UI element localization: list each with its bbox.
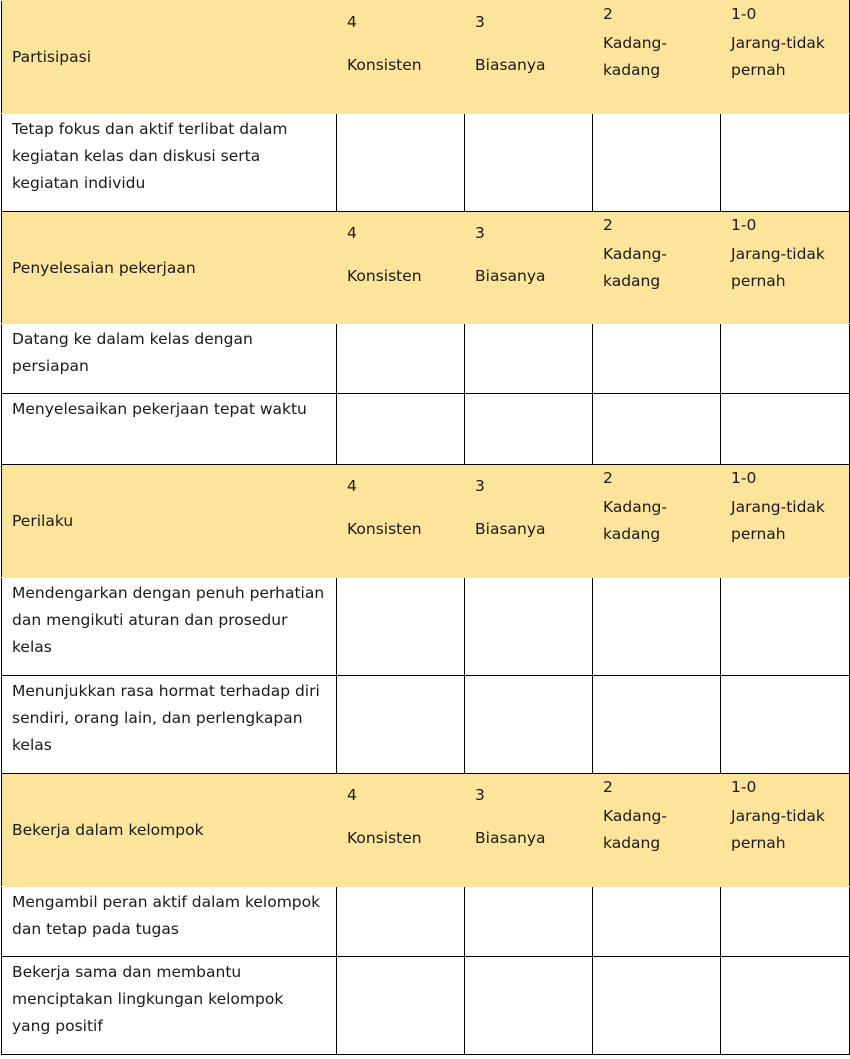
spacer — [347, 36, 454, 52]
section-title-cell — [2, 465, 337, 578]
score-cell[interactable] — [465, 394, 593, 465]
scale-label: Konsisten — [347, 56, 422, 74]
score-cell[interactable] — [337, 394, 465, 465]
criterion-cell — [2, 578, 337, 676]
score-cell[interactable] — [465, 887, 593, 957]
criterion-text: Tetap fokus dan aktif terlibat dalam kegiatan kelas dan diskusi serta kegiatan individu — [12, 120, 288, 192]
criterion-text: Menunjukkan rasa hormat terhadap diri sendiri, orang lain, dan perlengkapan kelas — [12, 682, 320, 754]
score-cell[interactable] — [465, 578, 593, 676]
criterion-row — [2, 887, 850, 957]
spacer — [347, 500, 454, 516]
section-title-cell — [2, 774, 337, 887]
criterion-cell — [2, 887, 337, 957]
spacer — [347, 809, 454, 825]
score-cell[interactable] — [593, 676, 721, 774]
score-cell[interactable] — [593, 394, 721, 465]
scale-label: Biasanya — [475, 267, 546, 285]
scale-label: Kadang- kadang — [603, 498, 667, 543]
section-title-cell — [2, 212, 337, 324]
scale-label: Jarang-tidak pernah — [731, 245, 825, 290]
section-title: Partisipasi — [12, 48, 92, 66]
scale-header-cell — [721, 465, 850, 578]
score-cell[interactable] — [465, 114, 593, 212]
scale-header-cell — [721, 774, 850, 887]
score-cell[interactable] — [721, 578, 850, 676]
scale-header-cell — [465, 774, 593, 887]
scale-label: Biasanya — [475, 56, 546, 74]
score-cell[interactable] — [721, 114, 850, 212]
scale-score: 4 — [347, 13, 357, 31]
scale-header-cell — [721, 212, 850, 324]
scale-score: 3 — [475, 477, 485, 495]
scale-label: Konsisten — [347, 829, 422, 847]
scale-score: 2 — [603, 5, 613, 23]
scale-label: Kadang- kadang — [603, 245, 667, 290]
criterion-cell — [2, 114, 337, 212]
scale-header-cell — [337, 212, 465, 324]
scale-label: Konsisten — [347, 520, 422, 538]
scale-score: 1-0 — [731, 778, 757, 796]
spacer — [475, 36, 582, 52]
scale-header-cell — [593, 1, 721, 114]
scale-label: Kadang- kadang — [603, 807, 667, 852]
scale-header-cell — [465, 1, 593, 114]
scale-label: Konsisten — [347, 267, 422, 285]
spacer — [475, 809, 582, 825]
scale-header-cell — [593, 212, 721, 324]
score-cell[interactable] — [721, 676, 850, 774]
section-header-row — [2, 212, 850, 324]
score-cell[interactable] — [593, 324, 721, 394]
scale-label: Jarang-tidak pernah — [731, 807, 825, 852]
section-header-row — [2, 774, 850, 887]
scale-label: Jarang-tidak pernah — [731, 498, 825, 543]
scale-header-cell — [593, 774, 721, 887]
score-cell[interactable] — [721, 887, 850, 957]
section-header-row — [2, 465, 850, 578]
score-cell[interactable] — [337, 578, 465, 676]
section-title: Penyelesaian pekerjaan — [12, 258, 196, 277]
scale-score: 4 — [347, 477, 357, 495]
criterion-row — [2, 578, 850, 676]
criterion-text: Bekerja sama dan membantu menciptakan lingkungan kelompok yang positif — [12, 963, 284, 1035]
scale-header-cell — [465, 212, 593, 324]
score-cell[interactable] — [593, 578, 721, 676]
score-cell[interactable] — [337, 324, 465, 394]
score-cell[interactable] — [721, 957, 850, 1055]
score-cell[interactable] — [465, 324, 593, 394]
score-cell[interactable] — [337, 676, 465, 774]
criterion-row — [2, 324, 850, 394]
spacer — [347, 247, 454, 263]
criterion-row — [2, 114, 850, 212]
scale-score: 3 — [475, 786, 485, 804]
scale-score: 1-0 — [731, 5, 757, 23]
score-cell[interactable] — [337, 114, 465, 212]
scale-header-cell — [593, 465, 721, 578]
scale-label: Jarang-tidak pernah — [731, 34, 825, 79]
criterion-cell — [2, 676, 337, 774]
score-cell[interactable] — [593, 114, 721, 212]
scale-score: 2 — [603, 216, 613, 234]
scale-score: 3 — [475, 224, 485, 242]
scale-header-cell — [337, 1, 465, 114]
criterion-cell — [2, 324, 337, 394]
score-cell[interactable] — [721, 394, 850, 465]
section-header-row — [2, 1, 850, 114]
scale-score: 1-0 — [731, 469, 757, 487]
criterion-row — [2, 957, 850, 1055]
score-cell[interactable] — [593, 957, 721, 1055]
scale-header-cell — [337, 774, 465, 887]
score-cell[interactable] — [465, 957, 593, 1055]
criterion-row — [2, 394, 850, 465]
scale-header-cell — [721, 1, 850, 114]
score-cell[interactable] — [465, 676, 593, 774]
scale-label: Kadang- kadang — [603, 34, 667, 79]
criterion-text: Menyelesaikan pekerjaan tepat waktu — [12, 400, 307, 418]
scale-label: Biasanya — [475, 829, 546, 847]
criterion-cell — [2, 957, 337, 1055]
section-title: Bekerja dalam kelompok — [12, 821, 204, 839]
criterion-text: Mengambil peran aktif dalam kelompok dan tetap pada tugas — [12, 893, 321, 938]
rubric-table — [1, 0, 850, 1055]
scale-score: 2 — [603, 469, 613, 487]
scale-header-cell — [465, 465, 593, 578]
section-title-cell — [2, 1, 337, 114]
criterion-text: Datang ke dalam kelas dengan persiapan — [12, 330, 253, 375]
scale-score: 4 — [347, 224, 357, 242]
section-title: Perilaku — [12, 512, 74, 530]
score-cell[interactable] — [721, 324, 850, 394]
scale-score: 4 — [347, 786, 357, 804]
score-cell[interactable] — [337, 887, 465, 957]
spacer — [475, 500, 582, 516]
scale-score: 3 — [475, 13, 485, 31]
score-cell[interactable] — [593, 887, 721, 957]
criterion-row — [2, 676, 850, 774]
spacer — [475, 247, 582, 263]
scale-header-cell — [337, 465, 465, 578]
scale-score: 2 — [603, 778, 613, 796]
scale-score: 1-0 — [731, 216, 757, 234]
score-cell[interactable] — [337, 957, 465, 1055]
scale-label: Biasanya — [475, 520, 546, 538]
rubric-body — [2, 1, 850, 1055]
criterion-text: Mendengarkan dengan penuh perhatian dan mengikuti aturan dan prosedur kelas — [12, 584, 325, 656]
criterion-cell — [2, 394, 337, 465]
